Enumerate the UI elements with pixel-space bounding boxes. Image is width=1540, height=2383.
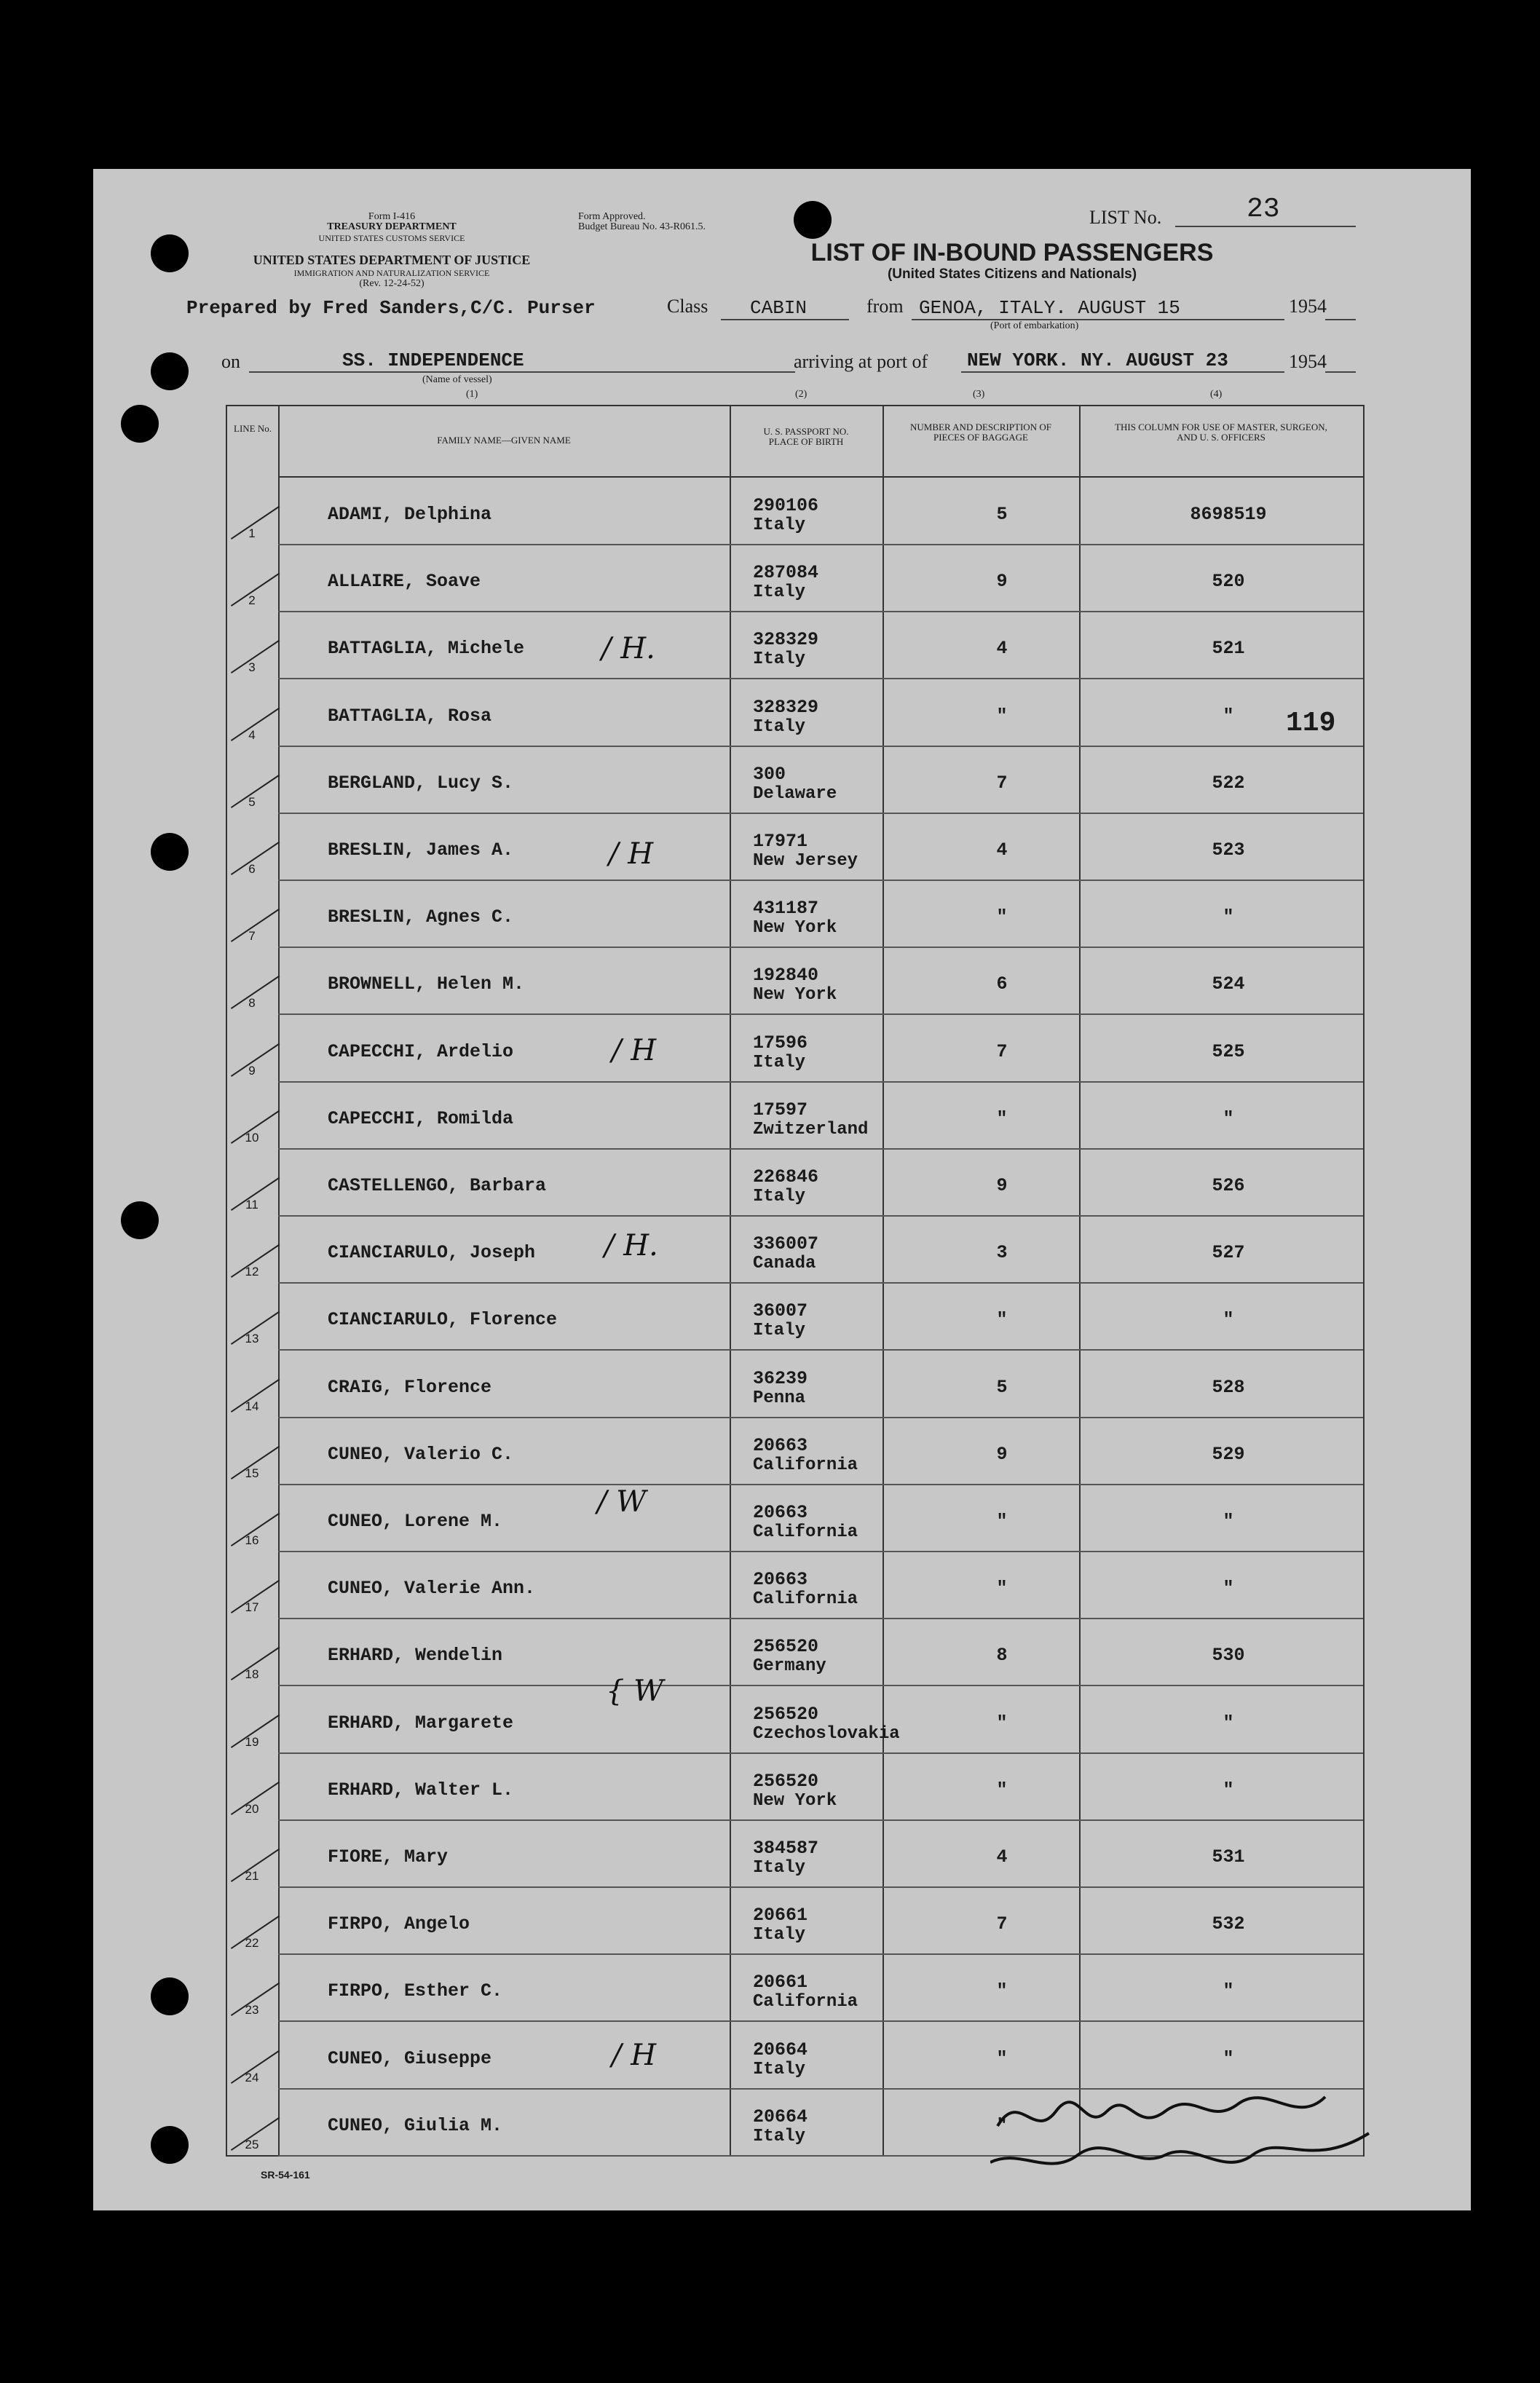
place-of-birth: Italy xyxy=(753,515,806,535)
prepared-by: Prepared by Fred Sanders,C/C. Purser xyxy=(186,297,596,319)
table-row xyxy=(227,880,1363,948)
place-of-birth: California xyxy=(753,1455,858,1475)
passport-number: 17596 xyxy=(753,1032,808,1054)
passport-number: 431187 xyxy=(753,898,819,920)
passenger-name: BROWNELL, Helen M. xyxy=(328,973,525,995)
passport-number: 20663 xyxy=(753,1502,808,1523)
passenger-name: CIANCIARULO, Joseph xyxy=(328,1242,536,1264)
line-number: 24 xyxy=(245,2070,259,2084)
vessel-note: (Name of vessel) xyxy=(422,374,492,385)
baggage-count: " xyxy=(996,1980,1008,2002)
vessel-name: SS. INDEPENDENCE xyxy=(342,349,524,371)
place-of-birth: Italy xyxy=(753,716,806,737)
punch-hole xyxy=(121,405,159,443)
dept-justice: UNITED STATES DEPARTMENT OF JUSTICE xyxy=(253,253,531,267)
officer-number: 525 xyxy=(1212,1040,1245,1062)
officer-number: " xyxy=(1223,1107,1234,1129)
port-embark-note: (Port of embarkation) xyxy=(990,320,1079,331)
passenger-name: CUNEO, Valerie Ann. xyxy=(328,1578,536,1600)
year-arrival: 1954 xyxy=(1289,351,1327,372)
officer-number: 527 xyxy=(1212,1242,1245,1264)
line-number: 19 xyxy=(245,1734,259,1749)
baggage-count: 3 xyxy=(996,1242,1008,1264)
passport-number: 36007 xyxy=(753,1300,808,1322)
baggage-count: 9 xyxy=(996,571,1008,593)
place-of-birth: Italy xyxy=(753,649,806,670)
punch-hole xyxy=(151,2126,189,2164)
line-number: 17 xyxy=(245,1600,259,1615)
baggage-count: " xyxy=(996,1712,1008,1734)
passport-number: 20661 xyxy=(753,1905,808,1926)
handwritten-mark: / H. xyxy=(604,1229,658,1262)
passport-number: 336007 xyxy=(753,1233,819,1255)
officer-number: 531 xyxy=(1212,1846,1245,1868)
place-of-birth: California xyxy=(753,1589,858,1610)
table-row xyxy=(227,947,1363,1015)
passport-number: 226846 xyxy=(753,1166,819,1187)
passenger-name: ALLAIRE, Soave xyxy=(328,571,481,593)
punch-hole xyxy=(794,201,832,239)
line-number: 5 xyxy=(248,794,256,809)
header-line-no: LINE No. xyxy=(234,423,272,434)
table-row xyxy=(227,1753,1363,1821)
inspector-signature xyxy=(990,2082,1398,2194)
line-number: 16 xyxy=(245,1533,259,1547)
passenger-table xyxy=(226,405,1365,2157)
baggage-count: " xyxy=(996,1107,1008,1129)
baggage-count: " xyxy=(996,1578,1008,1600)
passport-number: 256520 xyxy=(753,1703,819,1725)
officer-number: 520 xyxy=(1212,571,1245,593)
line-number: 14 xyxy=(245,1399,259,1413)
on-label: on xyxy=(221,351,240,372)
officer-number: " xyxy=(1223,1578,1234,1600)
year-embark: 1954 xyxy=(1289,296,1327,317)
passenger-name: ERHARD, Walter L. xyxy=(328,1779,514,1801)
passport-number: 300 xyxy=(753,763,786,785)
line-number: 11 xyxy=(245,1198,258,1212)
place-of-birth: Italy xyxy=(753,1925,806,1945)
table-row xyxy=(227,679,1363,747)
place-of-birth: Czechoslovakia xyxy=(753,1723,900,1744)
passenger-name: CAPECCHI, Ardelio xyxy=(328,1040,514,1062)
line-number: 6 xyxy=(248,862,256,876)
baggage-count: 7 xyxy=(996,772,1008,794)
officer-number: 521 xyxy=(1212,638,1245,660)
passport-number: 17597 xyxy=(753,1099,808,1121)
officer-number: " xyxy=(1223,1309,1234,1331)
officer-number: 529 xyxy=(1212,1443,1245,1465)
table-row xyxy=(227,1820,1363,1888)
officer-number: 532 xyxy=(1212,1913,1245,1935)
line-number: 13 xyxy=(245,1332,259,1346)
table-row xyxy=(227,1418,1363,1485)
passenger-name: BERGLAND, Lucy S. xyxy=(328,772,514,794)
passenger-name: ADAMI, Delphina xyxy=(328,504,492,525)
page-subtitle: (United States Citizens and Nationals) xyxy=(887,266,1137,282)
passenger-name: ERHARD, Wendelin xyxy=(328,1645,503,1667)
arrival-underline xyxy=(961,371,1284,373)
margin-number: 119 xyxy=(1286,708,1336,739)
table-row xyxy=(227,2022,1363,2090)
table-row xyxy=(227,746,1363,814)
year-underline xyxy=(1325,319,1356,320)
officer-number: 530 xyxy=(1212,1645,1245,1667)
passenger-name: BRESLIN, Agnes C. xyxy=(328,906,514,928)
from-label: from xyxy=(866,296,904,317)
baggage-count: 4 xyxy=(996,638,1008,660)
page-title: LIST OF IN-BOUND PASSENGERS xyxy=(810,239,1214,266)
place-of-birth: Canada xyxy=(753,1254,816,1274)
passport-number: 20663 xyxy=(753,1434,808,1456)
list-number-label: LIST No. xyxy=(1089,207,1162,228)
table-row xyxy=(227,1485,1363,1552)
baggage-count: 5 xyxy=(996,504,1008,525)
passenger-name: BRESLIN, James A. xyxy=(328,839,514,861)
punch-hole xyxy=(151,352,189,390)
officer-number: 526 xyxy=(1212,1175,1245,1196)
baggage-count: " xyxy=(996,906,1008,928)
header-baggage: NUMBER AND DESCRIPTION OF PIECES OF BAGGAGE xyxy=(910,422,1051,443)
line-number: 7 xyxy=(248,929,256,944)
baggage-count: " xyxy=(996,2047,1008,2069)
passport-number: 20661 xyxy=(753,1972,808,1993)
dept-ins: IMMIGRATION AND NATURALIZATION SERVICE xyxy=(293,268,490,278)
passport-number: 20663 xyxy=(753,1569,808,1591)
handwritten-mark: / H. xyxy=(601,632,655,665)
line-number: 25 xyxy=(245,2137,259,2151)
line-number: 9 xyxy=(248,1063,256,1078)
dept-treasury: TREASURY DEPARTMENT xyxy=(327,221,457,232)
place-of-birth: Zwitzerland xyxy=(753,1119,869,1139)
passport-number: 192840 xyxy=(753,965,819,987)
line-number: 20 xyxy=(245,1801,259,1816)
col-note-2: (2) xyxy=(795,389,807,400)
baggage-count: " xyxy=(996,1779,1008,1801)
officer-number: 522 xyxy=(1212,772,1245,794)
form-approved: Form Approved. xyxy=(578,211,646,222)
table-row xyxy=(227,1686,1363,1754)
passport-number: 20664 xyxy=(753,2106,808,2127)
baggage-count: " xyxy=(996,1511,1008,1532)
passenger-name: FIORE, Mary xyxy=(328,1846,449,1868)
passport-number: 256520 xyxy=(753,1770,819,1792)
list-number-underline xyxy=(1175,226,1356,227)
baggage-count: " xyxy=(996,2114,1008,2136)
officer-number: 524 xyxy=(1212,973,1245,995)
passport-number: 17971 xyxy=(753,831,808,852)
place-of-birth: Italy xyxy=(753,1321,806,1341)
passenger-name: BATTAGLIA, Rosa xyxy=(328,705,492,727)
passport-number: 328329 xyxy=(753,629,819,651)
punch-hole xyxy=(151,833,189,871)
handwritten-mark: / H xyxy=(609,837,654,871)
arriving-label: arriving at port of xyxy=(794,351,928,372)
baggage-count: " xyxy=(996,705,1008,727)
officer-number: " xyxy=(1223,1779,1234,1801)
baggage-count: 7 xyxy=(996,1040,1008,1062)
class-underline xyxy=(721,319,849,320)
baggage-count: 4 xyxy=(996,1846,1008,1868)
line-number: 3 xyxy=(248,660,256,675)
line-number: 8 xyxy=(248,996,256,1011)
place-of-birth: New York xyxy=(753,1790,837,1811)
passport-number: 328329 xyxy=(753,696,819,718)
baggage-count: 7 xyxy=(996,1913,1008,1935)
class-label: Class xyxy=(667,296,708,317)
place-of-birth: Germany xyxy=(753,1656,826,1677)
header-name: FAMILY NAME—GIVEN NAME xyxy=(437,435,571,446)
place-of-birth: Italy xyxy=(753,2126,806,2146)
baggage-count: 4 xyxy=(996,839,1008,861)
footer-code: SR-54-161 xyxy=(261,2169,310,2181)
table-row xyxy=(227,1351,1363,1418)
officer-number: " xyxy=(1223,906,1234,928)
line-number: 1 xyxy=(248,526,256,540)
officer-number: " xyxy=(1223,2047,1234,2069)
line-number: 21 xyxy=(245,1869,259,1883)
passport-number: 287084 xyxy=(753,562,819,584)
place-of-birth: Italy xyxy=(753,2059,806,2079)
punch-hole xyxy=(151,1977,189,2015)
passenger-name: FIRPO, Angelo xyxy=(328,1913,470,1935)
arrival-port: NEW YORK. NY. AUGUST 23 xyxy=(967,349,1228,371)
list-number: 23 xyxy=(1247,194,1280,225)
punch-hole xyxy=(151,234,189,272)
col-note-3: (3) xyxy=(973,389,985,400)
table-row xyxy=(227,1954,1363,2022)
line-number: 15 xyxy=(245,1466,259,1480)
handwritten-mark: / W xyxy=(597,1485,647,1519)
passport-number: 290106 xyxy=(753,495,819,516)
table-row xyxy=(227,545,1363,612)
baggage-count: " xyxy=(996,1309,1008,1331)
col-note-1: (1) xyxy=(466,389,478,400)
passenger-name: CUNEO, Lorene M. xyxy=(328,1511,503,1532)
budget-bureau: Budget Bureau No. 43-R061.5. xyxy=(578,221,706,232)
place-of-birth: California xyxy=(753,1992,858,2012)
table-row xyxy=(227,612,1363,679)
place-of-birth: Italy xyxy=(753,1052,806,1072)
table-row xyxy=(227,478,1363,545)
passenger-name: CIANCIARULO, Florence xyxy=(328,1309,558,1331)
line-number: 12 xyxy=(245,1265,259,1279)
table-row xyxy=(227,1082,1363,1150)
line-number: 22 xyxy=(245,1936,259,1951)
place-of-birth: Italy xyxy=(753,1187,806,1206)
punch-hole xyxy=(121,1201,159,1239)
passenger-name: ERHARD, Margarete xyxy=(328,1712,514,1734)
place-of-birth: Italy xyxy=(753,582,806,603)
line-number: 18 xyxy=(245,1667,259,1682)
place-of-birth: Italy xyxy=(753,1858,806,1878)
baggage-count: 9 xyxy=(996,1175,1008,1196)
passport-number: 36239 xyxy=(753,1367,808,1389)
place-of-birth: New York xyxy=(753,985,837,1005)
from-underline xyxy=(912,319,1284,320)
vessel-underline xyxy=(249,371,795,373)
table-row xyxy=(227,1283,1363,1351)
form-number: Form I-416 xyxy=(368,211,416,222)
passport-number: 20664 xyxy=(753,2039,808,2060)
place-of-birth: New Jersey xyxy=(753,851,858,871)
year-underline xyxy=(1325,371,1356,373)
line-number: 10 xyxy=(245,1130,259,1145)
officer-number: " xyxy=(1223,705,1234,727)
passport-number: 256520 xyxy=(753,1636,819,1658)
passenger-name: CRAIG, Florence xyxy=(328,1376,492,1398)
passenger-name: CAPECCHI, Romilda xyxy=(328,1107,514,1129)
place-of-birth: New York xyxy=(753,918,837,938)
officer-number: 8698519 xyxy=(1190,504,1267,525)
line-number: 2 xyxy=(248,593,256,608)
table-row xyxy=(227,813,1363,881)
table-row xyxy=(227,1619,1363,1686)
passport-number: 384587 xyxy=(753,1838,819,1859)
table-row xyxy=(227,1887,1363,1955)
dept-customs: UNITED STATES CUSTOMS SERVICE xyxy=(318,233,465,243)
handwritten-mark: { W xyxy=(606,1675,664,1708)
baggage-count: 6 xyxy=(996,973,1008,995)
table-row xyxy=(227,1552,1363,1619)
handwritten-mark: / H xyxy=(612,2039,657,2072)
officer-number: 528 xyxy=(1212,1376,1245,1398)
baggage-count: 8 xyxy=(996,1645,1008,1667)
table-row xyxy=(227,1015,1363,1083)
passenger-name: CASTELLENGO, Barbara xyxy=(328,1175,547,1196)
header-passport: U. S. PASSPORT NO. PLACE OF BIRTH xyxy=(763,426,849,447)
passenger-name: BATTAGLIA, Michele xyxy=(328,638,525,660)
embarkation-port: GENOA, ITALY. AUGUST 15 xyxy=(919,297,1180,319)
table-row xyxy=(227,1149,1363,1217)
handwritten-mark: / H xyxy=(612,1034,657,1067)
officer-number: " xyxy=(1223,1980,1234,2002)
line-number: 4 xyxy=(248,727,256,742)
form-revision: (Rev. 12-24-52) xyxy=(359,278,425,289)
place-of-birth: California xyxy=(753,1522,858,1542)
passenger-name: FIRPO, Esther C. xyxy=(328,1980,503,2002)
place-of-birth: Delaware xyxy=(753,783,837,804)
officer-number: " xyxy=(1223,1511,1234,1532)
class-value: CABIN xyxy=(750,297,807,319)
col-note-4: (4) xyxy=(1210,389,1223,400)
baggage-count: 5 xyxy=(996,1376,1008,1398)
passenger-name: CUNEO, Giuseppe xyxy=(328,2047,492,2069)
officer-number: " xyxy=(1223,1712,1234,1734)
table-row xyxy=(227,1216,1363,1284)
place-of-birth: Penna xyxy=(753,1388,806,1408)
passenger-name: CUNEO, Valerio C. xyxy=(328,1443,514,1465)
header-officers: THIS COLUMN FOR USE OF MASTER, SURGEON, AND U. S. OFFICERS xyxy=(1115,422,1327,443)
passenger-name: CUNEO, Giulia M. xyxy=(328,2114,503,2136)
officer-number: 523 xyxy=(1212,839,1245,861)
line-number: 23 xyxy=(245,2003,259,2018)
baggage-count: 9 xyxy=(996,1443,1008,1465)
